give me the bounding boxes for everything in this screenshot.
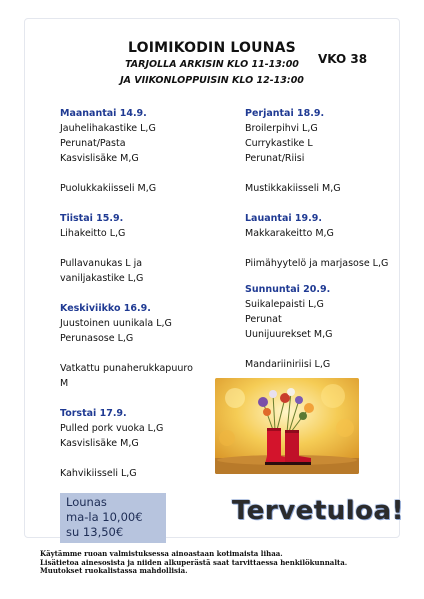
day-wednesday: [60, 301, 210, 391]
menu-column-right: [245, 106, 405, 372]
day-heading: Keskiviikko 16.9.: [60, 303, 151, 314]
day-thursday: [60, 406, 210, 481]
dish: Lihakeitto L,G: [60, 228, 126, 239]
menu-column-left: [60, 106, 210, 481]
price-label: Lounas: [66, 495, 107, 509]
day-monday: [60, 106, 210, 196]
serving-hours-weekends: JA VIIKONLOPPUISIN KLO 12-13:00: [120, 75, 304, 86]
price-box: [60, 493, 166, 543]
footer-notes: [40, 550, 400, 576]
dish: Jauhelihakastike L,G: [60, 123, 156, 134]
dish: Uunijuurekset M,G: [245, 329, 333, 340]
price-sunday: su 13,50€: [66, 525, 124, 539]
dish: Kasvislisäke M,G: [60, 438, 139, 449]
day-heading: Maanantai 14.9.: [60, 108, 147, 119]
dessert: M: [60, 378, 69, 389]
welcome-text: Tervetuloa!: [232, 496, 404, 526]
day-friday: [245, 106, 405, 196]
dessert: Kahvikiisseli L,G: [60, 468, 137, 479]
dish: Broilerpihvi L,G: [245, 123, 318, 134]
day-saturday: [245, 211, 405, 271]
dessert: Pullavanukas L ja: [60, 258, 143, 269]
day-heading: Lauantai 19.9.: [245, 213, 322, 224]
week-number: VKO 38: [318, 52, 368, 66]
dish: Suikalepaisti L,G: [245, 299, 324, 310]
boots-flowers-illustration: [215, 378, 359, 474]
dish: Kasvislisäke M,G: [60, 153, 139, 164]
dessert: vaniljakastike L,G: [60, 273, 144, 284]
dish: Juustoinen uunikala L,G: [60, 318, 172, 329]
dessert: Puolukkakiisseli M,G: [60, 183, 157, 194]
footer-line: Muutokset ruokalistassa mahdollisia.: [40, 566, 188, 575]
day-heading: Torstai 17.9.: [60, 408, 127, 419]
dish: Perunat/Riisi: [245, 153, 305, 164]
day-heading: Perjantai 18.9.: [245, 108, 325, 119]
day-heading: Tiistai 15.9.: [60, 213, 124, 224]
menu-title: LOIMIKODIN LOUNAS: [128, 40, 296, 56]
dessert: Mandariiniriisi L,G: [245, 359, 331, 370]
serving-hours-weekdays: TARJOLLA ARKISIN KLO 11-13:00: [125, 59, 299, 70]
dish: Perunat/Pasta: [60, 138, 126, 149]
day-sunday: [245, 282, 405, 372]
dish: Perunat: [245, 314, 282, 325]
dish: Perunasose L,G: [60, 333, 134, 344]
dessert: Piimähyytelö ja marjasose L,G: [245, 258, 389, 269]
day-heading: Sunnuntai 20.9.: [245, 284, 331, 295]
footer-line: Käytämme ruoan valmistuksessa ainoastaan kotimaista lihaa.: [40, 549, 283, 558]
dish: Currykastike L: [245, 138, 313, 149]
dish: Pulled pork vuoka L,G: [60, 423, 164, 434]
day-tuesday: [60, 211, 210, 286]
price-weekday: ma-la 10,00€: [66, 510, 143, 524]
dish: Makkarakeitto M,G: [245, 228, 334, 239]
footer-line: Lisätietoa ainesosista ja niiden alkuperästä saat tarvittaessa henkilökunnalta.: [40, 557, 348, 567]
dessert: Vatkattu punaherukkapuuro: [60, 363, 193, 374]
dessert: Mustikkakiisseli M,G: [245, 183, 341, 194]
autumn-boots-photo: [215, 378, 359, 474]
